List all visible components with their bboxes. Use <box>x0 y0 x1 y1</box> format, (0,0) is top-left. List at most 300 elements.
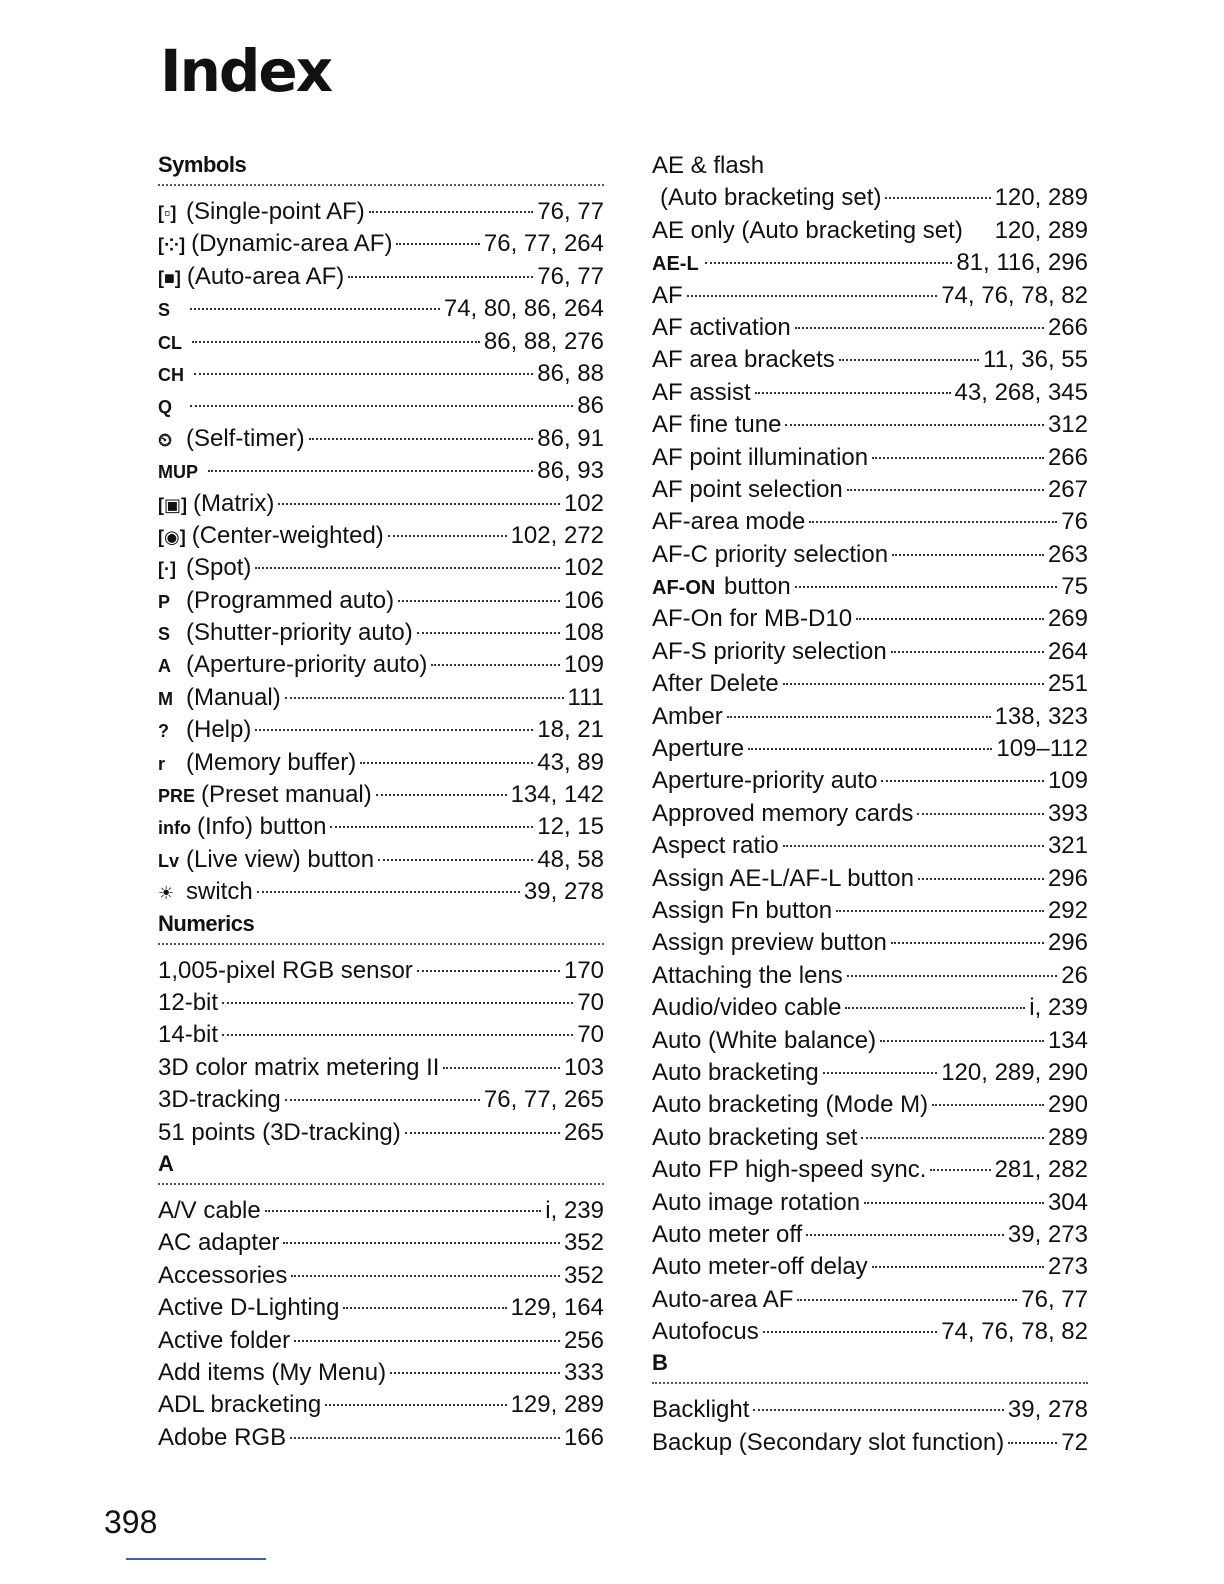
index-entry <box>652 1316 1088 1348</box>
dot-leader <box>891 651 1044 653</box>
entry-pages: 134, 142 <box>510 781 604 809</box>
entry-pages: 111 <box>567 683 604 711</box>
dot-leader <box>290 1437 560 1439</box>
entry-symbol: [■] <box>158 267 181 288</box>
entry-symbol: Q <box>158 397 173 418</box>
index-entry <box>158 390 604 422</box>
entry-label: (Self-timer) <box>186 424 305 452</box>
entry-label: Auto (White balance) <box>652 1026 877 1054</box>
entry-label: (Auto-area AF) <box>186 262 345 290</box>
entry-label: Active folder <box>158 1326 291 1354</box>
index-entry <box>158 1357 604 1389</box>
page-underline <box>126 1558 266 1560</box>
entry-label: 3D-tracking <box>158 1086 281 1114</box>
section-heading-symbols: Symbols <box>158 152 247 177</box>
index-entry <box>652 1089 1088 1121</box>
dot-leader <box>783 683 1044 685</box>
entry-pages: 352 <box>563 1229 604 1257</box>
index-entry <box>652 312 1088 344</box>
entry-label: Auto FP high-speed sync. <box>652 1156 927 1184</box>
dot-leader <box>861 1137 1044 1139</box>
entry-pages: 48, 58 <box>537 845 604 873</box>
entry-symbol: CH <box>158 364 184 385</box>
entry-bold-label: AE-L <box>652 253 699 276</box>
dot-leader <box>727 716 991 718</box>
entry-label: AF point illumination <box>652 443 869 471</box>
entry-label: AF-S priority selection <box>652 637 887 665</box>
entry-symbol: ☀ <box>158 883 175 904</box>
entry-label: Adobe RGB <box>158 1423 287 1451</box>
dot-leader <box>396 243 479 245</box>
index-entry <box>158 488 604 520</box>
index-entry <box>652 1284 1088 1316</box>
entry-pages: 333 <box>563 1358 604 1386</box>
page-number: 398 <box>104 1504 158 1540</box>
index-entry <box>652 895 1088 927</box>
entry-pages: 76, 77 <box>537 262 604 290</box>
index-entry <box>158 423 604 455</box>
entry-label: Add items (My Menu) <box>158 1358 387 1386</box>
dot-leader <box>325 1404 506 1406</box>
dot-leader <box>930 1169 990 1171</box>
dot-leader <box>795 586 1058 588</box>
index-entry <box>652 701 1088 733</box>
index-entry-ae-flash <box>652 150 1088 182</box>
entry-pages: 393 <box>1047 799 1088 827</box>
index-entry <box>652 377 1088 409</box>
entry-symbol: [▫] <box>158 203 177 223</box>
entry-pages: 74, 76, 78, 82 <box>941 281 1088 309</box>
index-entry <box>158 876 604 908</box>
entry-label: button <box>724 573 791 601</box>
entry-pages: 102 <box>563 554 604 582</box>
section-heading-numerics: Numerics <box>158 910 255 936</box>
entry-pages: 39, 278 <box>1007 1396 1088 1424</box>
entry-label: After Delete <box>652 670 779 698</box>
entry-label: (Shutter-priority auto) <box>186 619 413 647</box>
dot-leader <box>285 1099 480 1101</box>
entry-pages: 134 <box>1047 1026 1088 1054</box>
index-entry <box>652 1219 1088 1251</box>
dot-leader <box>309 438 534 440</box>
entry-pages: 109 <box>1047 767 1088 795</box>
entry-label: (Programmed auto) <box>186 586 395 614</box>
index-entry <box>158 1260 604 1292</box>
dot-leader <box>845 1007 1025 1009</box>
dot-leader <box>795 327 1044 329</box>
dot-leader <box>343 1307 506 1309</box>
dot-leader <box>417 970 560 972</box>
entry-pages: 86 <box>577 392 604 420</box>
b-entries <box>652 1394 1088 1459</box>
dot-leader <box>917 813 1044 815</box>
entry-pages: 43, 268, 345 <box>954 378 1088 406</box>
dot-leader <box>864 1202 1044 1204</box>
entry-label: (Info) button <box>197 813 327 841</box>
entry-symbol: PRE <box>158 786 196 807</box>
entry-pages: 281, 282 <box>994 1156 1088 1184</box>
section-divider <box>652 1382 1088 1384</box>
entry-pages: 70 <box>577 988 604 1016</box>
entry-symbol: A <box>158 656 171 677</box>
entry-pages: i, 239 <box>1029 994 1088 1022</box>
entry-label: Assign AE-L/AF-L button <box>652 864 914 892</box>
index-entry <box>158 1019 604 1051</box>
dot-leader <box>376 794 507 796</box>
entry-label: Amber <box>652 702 723 730</box>
index-entry <box>158 1084 604 1116</box>
entry-label: (Matrix) <box>193 489 275 517</box>
dot-leader <box>378 859 533 861</box>
dot-leader <box>687 295 938 297</box>
entry-pages: 292 <box>1047 896 1088 924</box>
entry-label: A/V cable <box>158 1196 261 1224</box>
index-entry <box>652 798 1088 830</box>
index-entry <box>652 1251 1088 1283</box>
entry-pages: 86, 93 <box>537 457 604 485</box>
dot-leader <box>390 1372 560 1374</box>
dot-leader <box>763 1331 937 1333</box>
index-entry <box>652 539 1088 571</box>
entry-pages: 81, 116, 296 <box>956 249 1088 277</box>
entry-label: AF-area mode <box>652 508 806 536</box>
index-entry <box>158 196 604 228</box>
index-entry <box>158 649 604 681</box>
entry-label: Assign preview button <box>652 929 887 957</box>
entry-pages: 86, 91 <box>537 424 604 452</box>
entry-pages: 74, 76, 78, 82 <box>941 1318 1088 1346</box>
index-entry <box>158 682 604 714</box>
entry-label: (Live view) button <box>186 845 375 873</box>
index-entry <box>158 955 604 987</box>
dot-leader <box>255 729 533 731</box>
entry-label: Aspect ratio <box>652 832 779 860</box>
dot-leader <box>892 554 1044 556</box>
dot-leader <box>348 276 533 278</box>
entry-pages: 102, 272 <box>510 521 604 549</box>
section-divider <box>158 1183 604 1185</box>
a-entries <box>158 1195 604 1454</box>
index-entry <box>652 344 1088 376</box>
entry-pages: 269 <box>1047 605 1088 633</box>
dot-leader <box>192 341 480 343</box>
entry-label: Autofocus <box>652 1318 759 1346</box>
index-entry <box>158 844 604 876</box>
entry-label: switch <box>186 878 253 906</box>
dot-leader <box>285 697 564 699</box>
entry-pages: 106 <box>563 586 604 614</box>
dot-leader <box>755 392 951 394</box>
dot-leader <box>856 618 1044 620</box>
entry-pages: 26 <box>1061 961 1088 989</box>
a-continued-entries <box>652 182 1088 1348</box>
index-entry <box>158 1292 604 1324</box>
entry-symbol: [·] <box>158 559 176 580</box>
entry-pages: 109–112 <box>996 735 1088 763</box>
entry-pages: 296 <box>1047 929 1088 957</box>
entry-symbol: M <box>158 688 173 709</box>
entry-label: (Manual) <box>186 683 281 711</box>
entry-symbol: r <box>158 753 166 774</box>
index-entry <box>158 585 604 617</box>
entry-pages: 72 <box>1061 1428 1088 1456</box>
dot-leader <box>291 1275 560 1277</box>
entry-pages: 263 <box>1047 540 1088 568</box>
entry-pages: 43, 89 <box>537 748 604 776</box>
section-heading-b: B <box>652 1350 668 1376</box>
entry-pages: 304 <box>1047 1188 1088 1216</box>
index-entry <box>652 571 1088 603</box>
entry-label: Active D-Lighting <box>158 1294 340 1322</box>
index-entry <box>652 1154 1088 1186</box>
entry-symbol: Lv <box>158 850 180 871</box>
entry-pages: 264 <box>1047 637 1088 665</box>
dot-leader <box>294 1340 560 1342</box>
dot-leader <box>797 1299 1017 1301</box>
index-entry <box>158 1117 604 1149</box>
entry-label: (Center-weighted) <box>191 521 384 549</box>
index-entry <box>158 1052 604 1084</box>
entry-label: 51 points (3D-tracking) <box>158 1118 401 1146</box>
dot-leader <box>881 780 1044 782</box>
entry-label: Aperture-priority auto <box>652 767 878 795</box>
dot-leader <box>785 424 1044 426</box>
entry-label: AF area brackets <box>652 346 835 374</box>
entry-symbol: [▣] <box>158 494 187 515</box>
entry-symbol: info <box>158 818 191 839</box>
dot-leader <box>872 457 1044 459</box>
index-entry <box>158 811 604 843</box>
index-entry <box>652 668 1088 700</box>
dot-leader <box>360 762 533 764</box>
entry-pages: 265 <box>563 1118 604 1146</box>
entry-pages: 290 <box>1047 1091 1088 1119</box>
index-entry <box>652 1427 1088 1459</box>
entry-pages: 109 <box>563 651 604 679</box>
index-entry <box>652 1025 1088 1057</box>
entry-pages: 289 <box>1047 1123 1088 1151</box>
entry-bold-label: AF-ON <box>652 577 716 600</box>
index-entry <box>652 765 1088 797</box>
entry-pages: 76, 77 <box>537 198 604 225</box>
index-entry <box>652 863 1088 895</box>
index-entry <box>652 215 1088 247</box>
dot-leader <box>208 470 533 472</box>
dot-leader <box>255 567 560 569</box>
page-title: Index <box>160 37 332 105</box>
entry-pages: 129, 289 <box>510 1391 604 1419</box>
dot-leader <box>431 664 560 666</box>
entry-label: 1,005-pixel RGB sensor <box>158 956 413 984</box>
dot-leader <box>839 359 979 361</box>
entry-pages: 39, 278 <box>523 878 604 906</box>
entry-symbol: CL <box>158 332 182 353</box>
entry-label: Auto meter off <box>652 1220 803 1248</box>
entry-pages: 120, 289 <box>994 184 1088 212</box>
index-entry <box>652 1122 1088 1154</box>
entry-symbol: S <box>158 624 171 645</box>
index-entry <box>158 228 604 260</box>
section-divider <box>158 943 604 945</box>
index-entry <box>158 261 604 293</box>
entry-pages: 76 <box>1061 508 1088 536</box>
entry-label: AF fine tune <box>652 411 782 439</box>
entry-label: AF point selection <box>652 475 843 503</box>
entry-label: AF activation <box>652 313 791 341</box>
entry-label: (Auto bracketing set) <box>660 184 882 212</box>
entry-label: Auto meter-off delay <box>652 1253 868 1281</box>
index-entry <box>158 1325 604 1357</box>
dot-leader <box>932 1104 1044 1106</box>
dot-leader <box>190 308 440 310</box>
index-column-left <box>158 150 604 1454</box>
section-divider <box>158 184 604 186</box>
dot-leader <box>388 535 507 537</box>
entry-pages: 102 <box>563 489 604 517</box>
entry-label: Auto bracketing (Mode M) <box>652 1091 929 1119</box>
index-entry <box>158 747 604 779</box>
dot-leader <box>872 1266 1044 1268</box>
dot-leader <box>891 942 1044 944</box>
index-entry <box>158 987 604 1019</box>
entry-label: AF-C priority selection <box>652 540 889 568</box>
dot-leader <box>823 1072 937 1074</box>
entry-symbol: ⏲ <box>158 429 173 450</box>
dot-leader <box>369 211 534 213</box>
entry-pages: 108 <box>563 619 604 647</box>
symbols-entries <box>158 196 604 909</box>
entry-symbol: P <box>158 591 171 612</box>
entry-label: Auto bracketing <box>652 1058 819 1086</box>
index-entry <box>158 1195 604 1227</box>
index-entry <box>652 1187 1088 1219</box>
entry-pages: 256 <box>563 1326 604 1354</box>
entry-label: (Preset manual) <box>201 781 372 809</box>
dot-leader <box>1008 1442 1057 1444</box>
entry-label: Audio/video cable <box>652 994 842 1022</box>
entry-pages: 103 <box>563 1053 604 1081</box>
entry-label: AE only (Auto bracketing set) <box>652 216 963 244</box>
entry-label: AF-On for MB-D10 <box>652 605 853 633</box>
dot-leader <box>330 826 533 828</box>
index-entry <box>158 552 604 584</box>
index-entry <box>158 520 604 552</box>
entry-label: Aperture <box>652 735 745 763</box>
index-entry <box>652 442 1088 474</box>
index-entry <box>652 474 1088 506</box>
index-entry <box>652 733 1088 765</box>
dot-leader <box>265 1210 542 1212</box>
entry-pages: 74, 80, 86, 264 <box>443 295 604 323</box>
entry-label: Backlight <box>652 1396 750 1424</box>
dot-leader <box>278 503 560 505</box>
index-entry <box>652 603 1088 635</box>
index-entry <box>158 1422 604 1454</box>
dot-leader <box>847 489 1044 491</box>
entry-label: AC adapter <box>158 1229 280 1257</box>
entry-pages: 296 <box>1047 864 1088 892</box>
dot-leader <box>783 845 1044 847</box>
entry-pages: 129, 164 <box>510 1294 604 1322</box>
entry-pages: 39, 273 <box>1007 1220 1088 1248</box>
dot-leader <box>405 1132 560 1134</box>
entry-label: Accessories <box>158 1261 288 1289</box>
dot-leader <box>847 975 1058 977</box>
entry-label: Approved memory cards <box>652 799 914 827</box>
numerics-entries <box>158 955 604 1149</box>
index-entry <box>652 636 1088 668</box>
entry-pages: 352 <box>563 1261 604 1289</box>
index-entry <box>158 779 604 811</box>
entry-pages: 75 <box>1061 573 1088 601</box>
entry-label: (Help) <box>186 716 252 744</box>
entry-pages: 76, 77, 265 <box>483 1086 604 1114</box>
entry-pages: 273 <box>1047 1253 1088 1281</box>
index-entry <box>158 617 604 649</box>
index-entry <box>652 506 1088 538</box>
index-entry <box>652 247 1088 279</box>
entry-pages: 166 <box>563 1423 604 1451</box>
entry-label: 14-bit <box>158 1021 219 1049</box>
entry-symbol: ? <box>158 721 169 742</box>
dot-leader <box>753 1409 1004 1411</box>
entry-pages: 120, 289 <box>994 216 1088 244</box>
index-entry <box>158 1389 604 1421</box>
entry-label: Backup (Secondary slot function) <box>652 1428 1005 1456</box>
entry-symbol: MUP <box>158 462 198 483</box>
entry-pages: 18, 21 <box>537 716 604 744</box>
dot-leader <box>417 632 560 634</box>
dot-leader <box>705 262 953 264</box>
index-entry <box>158 358 604 390</box>
dot-leader <box>398 600 560 602</box>
entry-label: AE & flash <box>652 152 765 179</box>
dot-leader <box>806 1234 1004 1236</box>
entry-label: (Aperture-priority auto) <box>186 651 428 679</box>
entry-pages: 267 <box>1047 475 1088 503</box>
dot-leader <box>194 373 533 375</box>
entry-label: ADL bracketing <box>158 1391 322 1419</box>
index-entry <box>158 714 604 746</box>
entry-label: (Memory buffer) <box>186 748 357 776</box>
entry-pages: 86, 88, 276 <box>483 327 604 355</box>
entry-pages: 11, 36, 55 <box>983 346 1088 374</box>
entry-pages: 321 <box>1047 832 1088 860</box>
index-entry <box>158 1227 604 1259</box>
index-entry <box>652 960 1088 992</box>
entry-pages: 70 <box>577 1021 604 1049</box>
dot-leader <box>222 1002 573 1004</box>
entry-pages: 266 <box>1047 443 1088 471</box>
dot-leader <box>885 197 990 199</box>
entry-label: Auto bracketing set <box>652 1123 858 1151</box>
index-entry <box>158 326 604 358</box>
dot-leader <box>190 405 573 407</box>
index-entry <box>158 293 604 325</box>
entry-label: Auto image rotation <box>652 1188 861 1216</box>
entry-pages: 312 <box>1047 411 1088 439</box>
entry-label: AF assist <box>652 378 751 406</box>
dot-leader <box>257 891 520 893</box>
index-entry <box>652 927 1088 959</box>
entry-pages: 266 <box>1047 313 1088 341</box>
dot-leader <box>443 1067 560 1069</box>
entry-symbol: [◉] <box>158 526 186 547</box>
entry-pages: 76, 77 <box>1021 1285 1088 1313</box>
index-column-right <box>652 150 1088 1459</box>
entry-pages: 138, 323 <box>994 702 1088 730</box>
dot-leader <box>880 1040 1044 1042</box>
